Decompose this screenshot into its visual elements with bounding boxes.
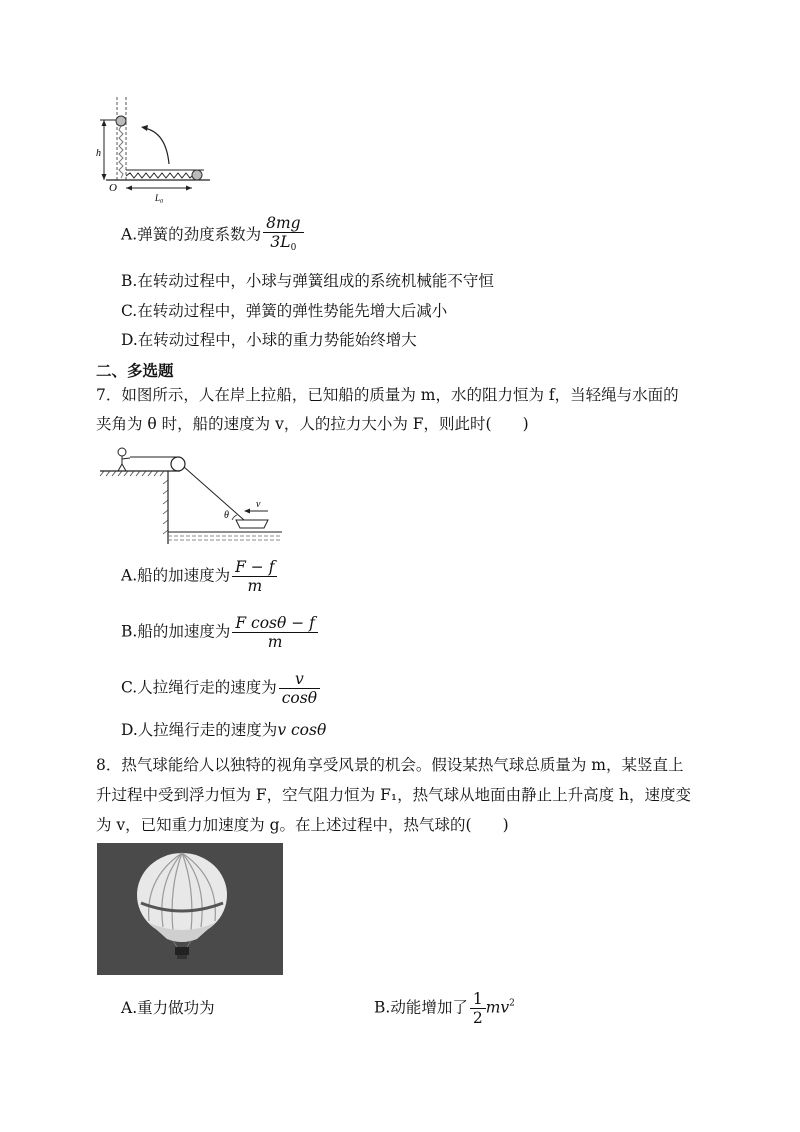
q7-option-c[interactable] xyxy=(121,670,320,707)
label-v: v xyxy=(256,499,261,510)
q6-a-denominator: $3L_0$ xyxy=(263,232,303,257)
q8-option-a[interactable]: A.重力做功为 xyxy=(121,999,215,1017)
q7-option-a-fraction xyxy=(232,558,277,595)
q8-option-b-exponent: 2 xyxy=(509,998,515,1009)
q8-b-denominator: 2 xyxy=(470,1008,486,1027)
label-o: O xyxy=(109,182,117,194)
q7-option-b-fraction xyxy=(232,614,318,651)
q7-option-a[interactable] xyxy=(121,558,277,595)
q6-option-b[interactable]: B.在转动过程中，小球与弹簧组成的系统机械能不守恒 xyxy=(121,272,494,290)
q7-option-d-expr: v cosθ xyxy=(277,721,327,739)
q7-b-numerator: F cosθ − f xyxy=(235,614,315,632)
hot-air-balloon-photo xyxy=(97,843,283,975)
q8-option-b-expr: mv xyxy=(485,998,510,1017)
q6-option-a[interactable] xyxy=(121,214,304,257)
label-h: h xyxy=(96,148,101,159)
q8-option-b-fraction xyxy=(470,990,486,1027)
q7-c-denominator: cosθ xyxy=(279,688,320,707)
q7-option-c-text: C.人拉绳行走的速度为 xyxy=(121,678,277,697)
q8-b-numerator: 1 xyxy=(472,990,483,1008)
q8-stem-line1: 8．热气球能给人以独特的视角享受风景的机会。假设某热气球总质量为 m，某竖直上 xyxy=(96,756,684,774)
q7-stem-line1: 7．如图所示，人在岸上拉船，已知船的质量为 m，水的阻力恒为 f，当轻绳与水面的 xyxy=(96,386,679,404)
q6-option-d[interactable]: D.在转动过程中，小球的重力势能始终增大 xyxy=(121,331,417,349)
q7-stem-line2: 夹角为 θ 时，船的速度为 v，人的拉力大小为 F，则此时( ) xyxy=(96,415,529,433)
label-l0: $L_0$ xyxy=(155,193,164,204)
q7-b-denominator: m xyxy=(232,632,318,651)
q6-option-a-text: A.弹簧的劲度系数为 xyxy=(121,225,262,244)
q7-option-c-fraction xyxy=(279,670,320,707)
spring-rotation-figure xyxy=(92,92,222,204)
q6-option-a-fraction xyxy=(263,214,303,257)
section-title: 二、多选题 xyxy=(96,362,174,380)
boat-pulling-figure xyxy=(96,440,286,548)
q6-a-numerator: 8mg xyxy=(266,214,301,232)
q7-option-d-text: D.人拉绳行走的速度为 xyxy=(121,721,278,739)
q7-option-b[interactable] xyxy=(121,614,318,651)
q7-option-a-text: A.船的加速度为 xyxy=(121,566,231,585)
q8-stem-line2: 升过程中受到浮力恒为 F，空气阻力恒为 F₁，热气球从地面由静止上升高度 h，速度变 xyxy=(96,786,691,804)
q7-a-denominator: m xyxy=(232,576,277,595)
q7-a-numerator: F − f xyxy=(235,558,275,576)
q7-option-d[interactable] xyxy=(121,720,326,740)
label-theta: θ xyxy=(224,510,229,521)
q7-c-numerator: v xyxy=(295,670,304,688)
q6-option-c[interactable]: C.在转动过程中，弹簧的弹性势能先增大后减小 xyxy=(121,302,448,320)
q8-option-b[interactable] xyxy=(374,990,515,1027)
q8-stem-line3: 为 v，已知重力加速度为 g。在上述过程中，热气球的( ) xyxy=(96,816,509,834)
q8-option-b-text: B.动能增加了 xyxy=(374,998,468,1017)
q7-option-b-text: B.船的加速度为 xyxy=(121,622,231,641)
